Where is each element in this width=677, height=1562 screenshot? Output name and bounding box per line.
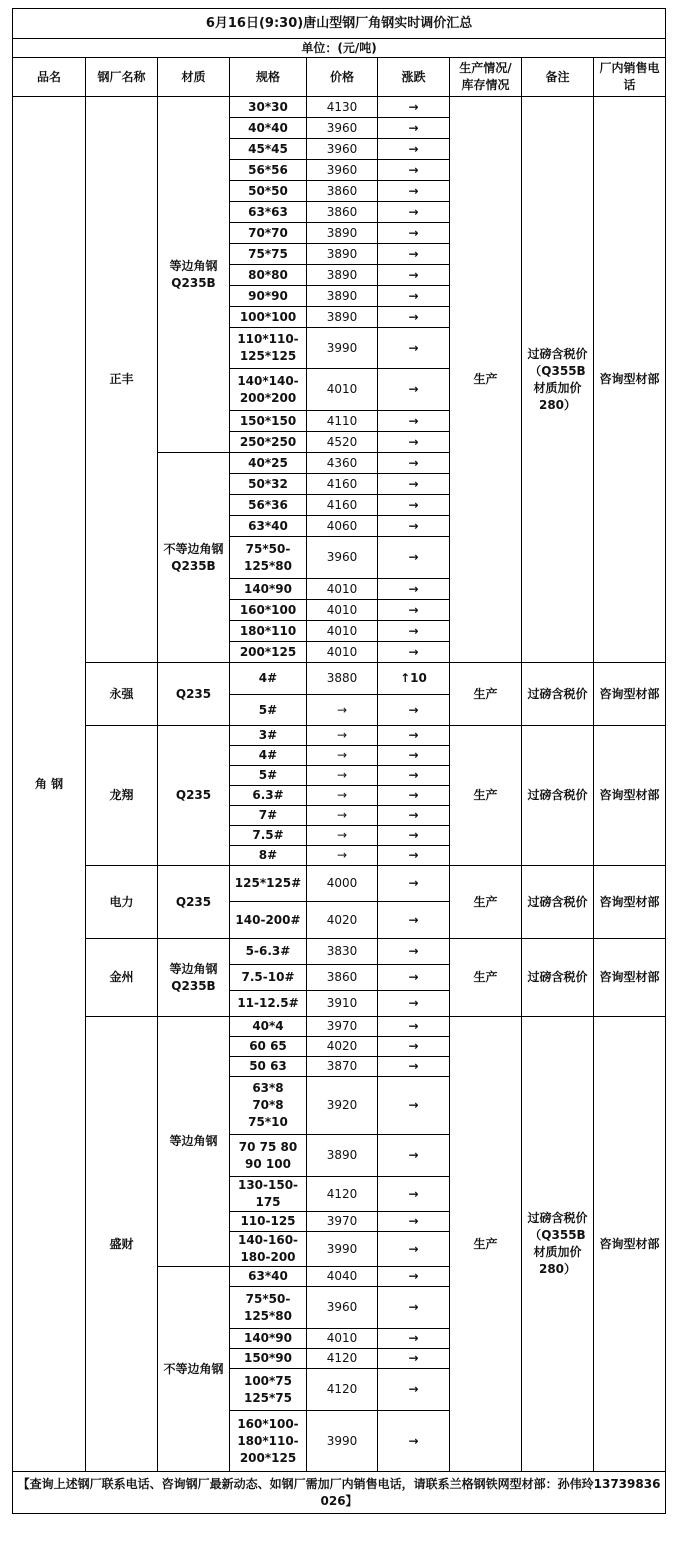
phone-cell: 咨询型材部 [594,726,666,866]
material-cell: 等边角钢 Q235B [158,97,230,453]
price-cell: → [307,806,378,826]
change-cell: → [378,369,450,411]
status-cell: 生产 [450,1017,522,1472]
spec-cell: 140*140- 200*200 [230,369,307,411]
change-cell: → [378,786,450,806]
spec-cell: 3# [230,726,307,746]
spec-cell: 130-150- 175 [230,1177,307,1212]
material-cell: 等边角钢 Q235B [158,939,230,1017]
change-cell: → [378,1349,450,1369]
change-cell: → [378,328,450,369]
change-cell: → [378,1037,450,1057]
price-summary [12,8,665,1514]
phone-cell: 咨询型材部 [594,939,666,1017]
mill-name-cell: 盛财 [86,1017,158,1472]
header-price: 价格 [307,58,378,97]
change-cell: → [378,746,450,766]
mill-name-cell: 龙翔 [86,726,158,866]
material-cell: Q235 [158,663,230,726]
remark-cell: 过磅含税价 [522,939,594,1017]
spec-cell: 11-12.5# [230,991,307,1017]
change-cell: → [378,766,450,786]
change-cell: → [378,118,450,139]
status-cell: 生产 [450,663,522,726]
spec-cell: 125*125# [230,866,307,902]
table-row [13,939,666,965]
mill-name-cell: 正丰 [86,97,158,663]
spec-cell: 30*30 [230,97,307,118]
status-cell: 生产 [450,866,522,939]
price-cell: 4040 [307,1267,378,1287]
table-row [13,1017,666,1037]
price-cell: 4000 [307,866,378,902]
price-cell: 3960 [307,537,378,579]
change-cell: → [378,621,450,642]
change-cell: → [378,1057,450,1077]
price-cell: 4010 [307,621,378,642]
phone-cell: 咨询型材部 [594,663,666,726]
price-cell: 4060 [307,516,378,537]
change-cell: → [378,97,450,118]
price-cell: 3990 [307,1411,378,1472]
spec-cell: 40*4 [230,1017,307,1037]
header-phone: 厂内销售电 话 [594,58,666,97]
change-cell: → [378,537,450,579]
header-status: 生产情况/ 库存情况 [450,58,522,97]
price-cell: 4160 [307,474,378,495]
price-cell: 3890 [307,265,378,286]
spec-cell: 70*70 [230,223,307,244]
change-cell: ↑10 [378,663,450,695]
spec-cell: 7# [230,806,307,826]
change-cell: → [378,181,450,202]
price-cell: 4110 [307,411,378,432]
remark-cell: 过磅含税价 [522,663,594,726]
spec-cell: 63*63 [230,202,307,223]
spec-cell: 160*100 [230,600,307,621]
change-cell: → [378,939,450,965]
header-mill: 钢厂名称 [86,58,158,97]
price-cell: 4160 [307,495,378,516]
spec-cell: 75*75 [230,244,307,265]
spec-cell: 7.5-10# [230,965,307,991]
table-title: 6月16日(9:30)唐山型钢厂角钢实时调价汇总 [13,9,666,39]
price-cell: 3890 [307,307,378,328]
spec-cell: 70 75 80 90 100 [230,1135,307,1177]
spec-cell: 5# [230,695,307,726]
spec-cell: 5# [230,766,307,786]
spec-cell: 150*90 [230,1349,307,1369]
change-cell: → [378,307,450,328]
change-cell: → [378,160,450,181]
price-cell: → [307,786,378,806]
price-cell: 3890 [307,223,378,244]
spec-cell: 60 65 [230,1037,307,1057]
spec-cell: 56*56 [230,160,307,181]
change-cell: → [378,1212,450,1232]
table-row [13,726,666,746]
price-cell: 4010 [307,1329,378,1349]
change-cell: → [378,1369,450,1411]
price-cell: 3870 [307,1057,378,1077]
change-cell: → [378,806,450,826]
spec-cell: 50*50 [230,181,307,202]
price-table [12,8,666,1514]
change-cell: → [378,866,450,902]
price-cell: → [307,746,378,766]
price-cell: 4120 [307,1349,378,1369]
price-cell: 3890 [307,286,378,307]
price-cell: → [307,766,378,786]
price-cell: 4010 [307,600,378,621]
price-cell: 4520 [307,432,378,453]
price-cell: → [307,726,378,746]
status-cell: 生产 [450,726,522,866]
price-cell: 4120 [307,1369,378,1411]
spec-cell: 6.3# [230,786,307,806]
table-row [13,866,666,902]
table-row [13,97,666,118]
spec-cell: 140*90 [230,579,307,600]
change-cell: → [378,474,450,495]
spec-cell: 7.5# [230,826,307,846]
spec-cell: 4# [230,746,307,766]
change-cell: → [378,286,450,307]
price-cell: 3960 [307,118,378,139]
price-cell: 4010 [307,579,378,600]
change-cell: → [378,244,450,265]
spec-cell: 8# [230,846,307,866]
price-cell: 4130 [307,97,378,118]
spec-cell: 56*36 [230,495,307,516]
price-cell: 4020 [307,1037,378,1057]
price-cell: 3970 [307,1212,378,1232]
header-change: 涨跌 [378,58,450,97]
change-cell: → [378,202,450,223]
price-cell: 3990 [307,328,378,369]
price-cell: 3960 [307,160,378,181]
remark-cell: 过磅含税价 （Q355B 材质加价 280） [522,97,594,663]
change-cell: → [378,642,450,663]
change-cell: → [378,1287,450,1329]
change-cell: → [378,695,450,726]
header-material: 材质 [158,58,230,97]
price-cell: 3960 [307,1287,378,1329]
spec-cell: 140-200# [230,902,307,939]
price-cell: 3960 [307,139,378,160]
change-cell: → [378,1177,450,1212]
change-cell: → [378,726,450,746]
price-cell: 3890 [307,1135,378,1177]
price-cell: 3860 [307,965,378,991]
spec-cell: 140-160- 180-200 [230,1232,307,1267]
change-cell: → [378,139,450,160]
change-cell: → [378,1329,450,1349]
phone-cell: 咨询型材部 [594,1017,666,1472]
price-cell: 3880 [307,663,378,695]
change-cell: → [378,965,450,991]
mill-name-cell: 金州 [86,939,158,1017]
status-cell: 生产 [450,939,522,1017]
change-cell: → [378,453,450,474]
change-cell: → [378,846,450,866]
spec-cell: 80*80 [230,265,307,286]
material-cell: Q235 [158,726,230,866]
phone-cell: 咨询型材部 [594,866,666,939]
table-row [13,663,666,695]
price-cell: 4020 [307,902,378,939]
price-cell: 4010 [307,642,378,663]
change-cell: → [378,1232,450,1267]
price-cell: 3860 [307,202,378,223]
spec-cell: 45*45 [230,139,307,160]
spec-cell: 63*40 [230,516,307,537]
product-name-cell: 角 钢 [13,97,86,1472]
price-cell: 3860 [307,181,378,202]
change-cell: → [378,826,450,846]
spec-cell: 110*110- 125*125 [230,328,307,369]
price-cell: 3990 [307,1232,378,1267]
spec-cell: 100*100 [230,307,307,328]
material-cell: 不等边角钢 Q235B [158,453,230,663]
status-cell: 生产 [450,97,522,663]
spec-cell: 90*90 [230,286,307,307]
change-cell: → [378,600,450,621]
spec-cell: 5-6.3# [230,939,307,965]
remark-cell: 过磅含税价 [522,726,594,866]
change-cell: → [378,1017,450,1037]
phone-cell: 咨询型材部 [594,97,666,663]
price-cell: → [307,826,378,846]
mill-name-cell: 永强 [86,663,158,726]
change-cell: → [378,495,450,516]
change-cell: → [378,411,450,432]
spec-cell: 180*110 [230,621,307,642]
spec-cell: 50 63 [230,1057,307,1077]
change-cell: → [378,902,450,939]
change-cell: → [378,1135,450,1177]
spec-cell: 63*8 70*8 75*10 [230,1077,307,1135]
change-cell: → [378,579,450,600]
spec-cell: 100*75 125*75 [230,1369,307,1411]
spec-cell: 40*40 [230,118,307,139]
spec-cell: 4# [230,663,307,695]
price-cell: 3830 [307,939,378,965]
material-cell: 不等边角钢 [158,1267,230,1472]
material-cell: 等边角钢 [158,1017,230,1267]
change-cell: → [378,432,450,453]
spec-cell: 250*250 [230,432,307,453]
price-cell: 4120 [307,1177,378,1212]
price-cell: 4010 [307,369,378,411]
price-cell: 3910 [307,991,378,1017]
spec-cell: 150*150 [230,411,307,432]
price-cell: 3920 [307,1077,378,1135]
spec-cell: 40*25 [230,453,307,474]
spec-cell: 75*50- 125*80 [230,1287,307,1329]
change-cell: → [378,223,450,244]
change-cell: → [378,1267,450,1287]
change-cell: → [378,516,450,537]
header-spec: 规格 [230,58,307,97]
spec-cell: 50*32 [230,474,307,495]
change-cell: → [378,1411,450,1472]
header-product: 品名 [13,58,86,97]
spec-cell: 75*50- 125*80 [230,537,307,579]
header-remark: 备注 [522,58,594,97]
change-cell: → [378,265,450,286]
price-cell: 3890 [307,244,378,265]
price-cell: → [307,695,378,726]
remark-cell: 过磅含税价 [522,866,594,939]
unit-label: 单位：(元/吨) [13,39,666,58]
spec-cell: 160*100- 180*110- 200*125 [230,1411,307,1472]
price-cell: → [307,846,378,866]
spec-cell: 110-125 [230,1212,307,1232]
spec-cell: 140*90 [230,1329,307,1349]
mill-name-cell: 电力 [86,866,158,939]
price-cell: 4360 [307,453,378,474]
spec-cell: 200*125 [230,642,307,663]
material-cell: Q235 [158,866,230,939]
footer-contact-note: 【查询上述钢厂联系电话、咨询钢厂最新动态、如钢厂需加厂内销售电话，请联系兰格钢铁网型材部：孙伟玲13739836026】 [13,1472,666,1514]
price-cell: 3970 [307,1017,378,1037]
change-cell: → [378,991,450,1017]
remark-cell: 过磅含税价 （Q355B 材质加价 280） [522,1017,594,1472]
spec-cell: 63*40 [230,1267,307,1287]
change-cell: → [378,1077,450,1135]
